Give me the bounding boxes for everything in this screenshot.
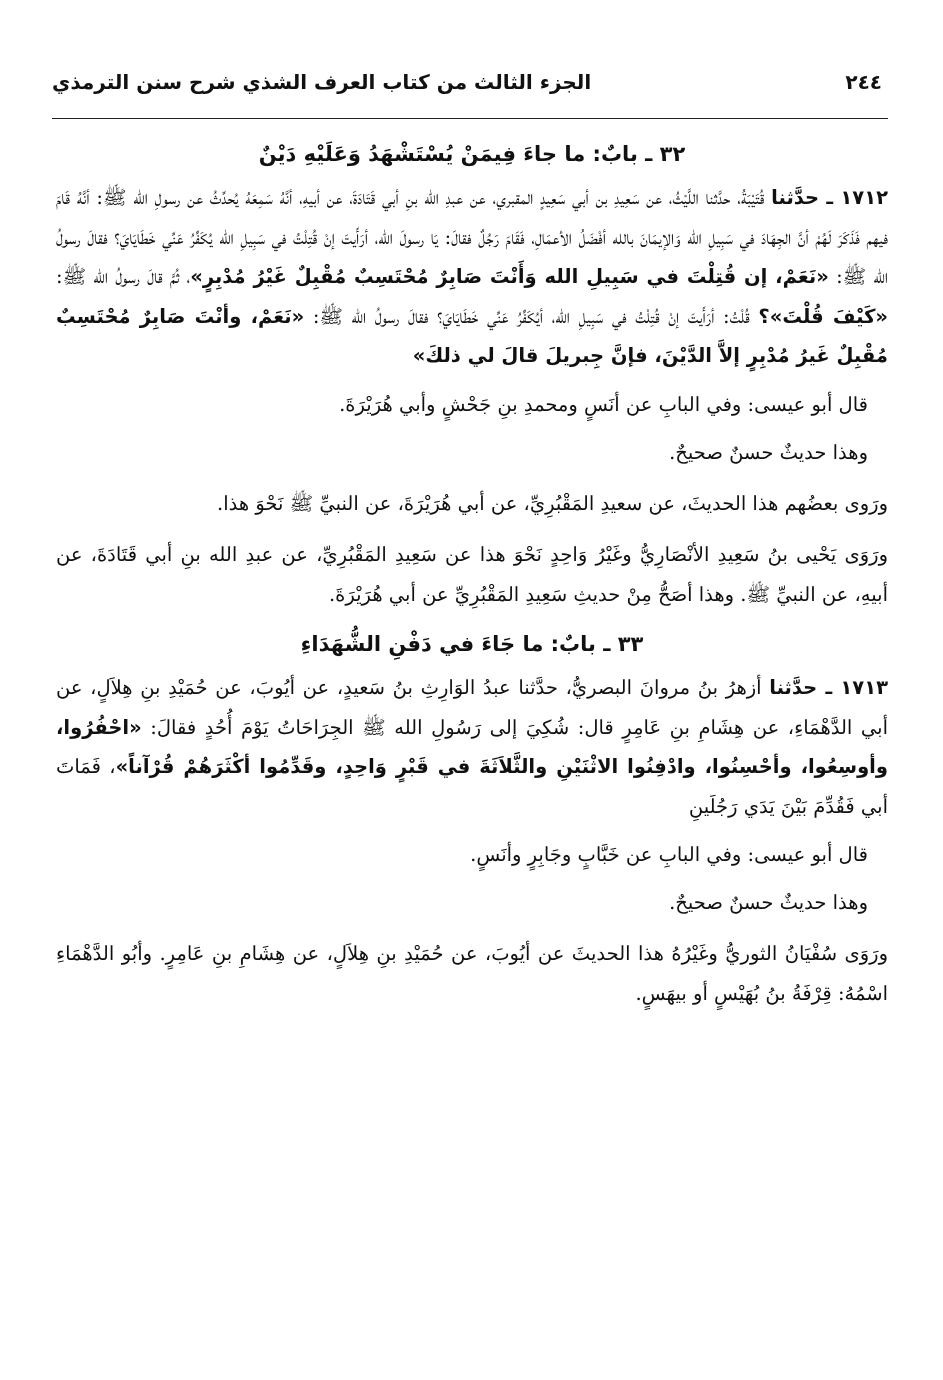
hadith-number: ١٧١٣ ـ حدَّثنا: [769, 676, 888, 699]
hadith-1712: [56, 178, 888, 376]
hadith-1713: [56, 668, 888, 826]
commentary-paragraph: ورَوى بعضُهم هذا الحديثَ، عن سعيدِ المَقْبُرِيِّ، عن أبي هُرَيْرَةَ، عن النبيِّ ﷺ نَحْوَ هذا.: [217, 491, 888, 515]
page-number: ٢٤٤: [845, 70, 882, 94]
running-title: الجزء الثالث من كتاب العرف الشذي شرح سنن الترمذي: [52, 70, 592, 94]
chapter-heading-32: ٣٢ ـ بابٌ: ما جاءَ فِيمَنْ يُسْتَشْهَدُ وَعَلَيْهِ دَيْنٌ: [258, 142, 686, 166]
header-rule: [52, 118, 888, 119]
hadith-text: ، فَمَاتَ أبي فَقُدِّمَ بَيْنَ يَدَي رَجُلَينِ: [56, 755, 888, 818]
prophetic-saying: «احْفُرُوا، وأوسِعُوا، وأحْسِنُوا، وادْفِنُوا الاثْنَيْنِ والثَّلاَثَةَ في قَبْرٍ وَاحِدٍ، وقَدِّمُوا أكْثَرَهُمْ قُرْآناً»: [56, 715, 888, 778]
hadith-number: ١٧١٢ ـ حدَّثنا: [771, 186, 888, 209]
hadith-text: قُتَيْبَةُ، حدَّثنا اللَّيْثُ، عن سَعِيدِ بن أبي سَعِيدٍ المقبري، عن عبدِ الله بنِ أبي قَتَادَةَ، عن أبيهِ، أنَّهُ سَمِعَهُ يُحدِّثُ عن رسولِ الله ﷺ: أنَّهُ قَامَ فيهم فَذَكَرَ لَهُمْ أنَّ الجِهَادَ في سَبِيلِ الله وَالإيمَانَ بالله أفْضَلُ الأعمَالِ، فَقَامَ رَجُلٌ فقالَ: يَا رسولَ الله، أرَأَيتَ إنْ قُتِلْتُ في سَبِيلِ الله يُكَفِّرُ عَنِّي خَطَايَايَ؟ فقالَ رسولُ الله ﷺ:: [56, 186, 889, 288]
commentary-note: قال أبو عيسى: وفي البابِ عن خَبَّابٍ وجَابِرٍ وأنَسٍ.: [470, 843, 868, 866]
hadith-text: أزهرُ بنُ مروانَ البصريُّ، حدَّثنا عبدُ الوَارِثِ بنُ سَعيدٍ، عن أيُوبَ، عن حُمَيْدِ بنِ هِلاَلٍ، عن أبي الدَّهْمَاءِ، عن هِشَامِ بنِ عَامِرٍ قال: شُكِيَ إلى رَسُولِ الله ﷺ الجِرَاحَاتُ يَوْمَ أُحُدٍ فقالَ:: [56, 676, 888, 739]
prophetic-saying: «كَيْفَ قُلْتَ»؟: [758, 304, 889, 328]
hadith-text: ، ثُمَّ قالَ رسولُ الله ﷺ:: [56, 265, 191, 288]
page-header: [52, 68, 890, 104]
commentary-note: قال أبو عيسى: وفي البابِ عن أنَسٍ ومحمدِ بنِ جَحْشٍ وأبي هُرَيْرَةَ.: [339, 392, 868, 416]
chapter-heading-33: ٣٣ ـ بابٌ: ما جَاءَ في دَفْنِ الشُّهَدَاءِ: [300, 632, 644, 656]
grading-note: وهذا حديثٌ حسنٌ صحيحٌ.: [669, 891, 868, 914]
commentary-paragraph: ورَوَى سُفْيَانُ الثوريُّ وغَيْرُهُ هذا الحديثَ عن أيُوبَ، عن حُمَيْدِ بنِ هِلاَلٍ، عن هِشَامِ بنِ عَامِرٍ. وأبُو الدَّهْمَاءِ اسْمُهُ: قِرْفَةُ بنُ بُهَيْسٍ أو بيهَسٍ.: [56, 942, 888, 1005]
hadith-text: قُلْتُ: أرَأَيتَ إنْ قُتِلْتُ في سَبِيلِ الله، أيُكَفِّرُ عَنِّي خَطَايَايَ؟ فقالَ رسولُ الله ﷺ:: [304, 304, 759, 328]
commentary-paragraph: ورَوَى يَحْيى بنُ سَعِيدِ الأنْصَارِيُّ وغَيْرُ وَاحِدٍ نَحْوَ هذا عن سَعِيدِ المَقْبُرِيِّ، عن عبدِ الله بنِ أبي قَتَادَةَ، عن أبيهِ، عن النبيِّ ﷺ. وهذا أصَحُّ مِنْ حديثِ سَعِيدِ المَقْبُرِيِّ عن أبي هُرَيْرَةَ.: [56, 543, 888, 606]
prophetic-saying: «نَعَمْ، وأنْتَ صَابِرٌ مُحْتَسِبٌ مُقْبِلٌ غَيرُ مُدْبِرٍ إلاَّ الدَّيْنَ، فإنَّ جِبريلَ قالَ لي ذلكَ»: [56, 304, 888, 367]
prophetic-saying: «نَعَمْ، إن قُتِلْتَ في سَبِيلِ الله وَأَنْتَ صَابِرٌ مُحْتَسِبٌ مُقْبِلٌ غَيْرُ مُدْبِرٍ»: [190, 265, 829, 288]
page-body: [56, 136, 888, 1013]
grading-note: وهذا حديثٌ حسنٌ صحيحٌ.: [669, 440, 868, 464]
